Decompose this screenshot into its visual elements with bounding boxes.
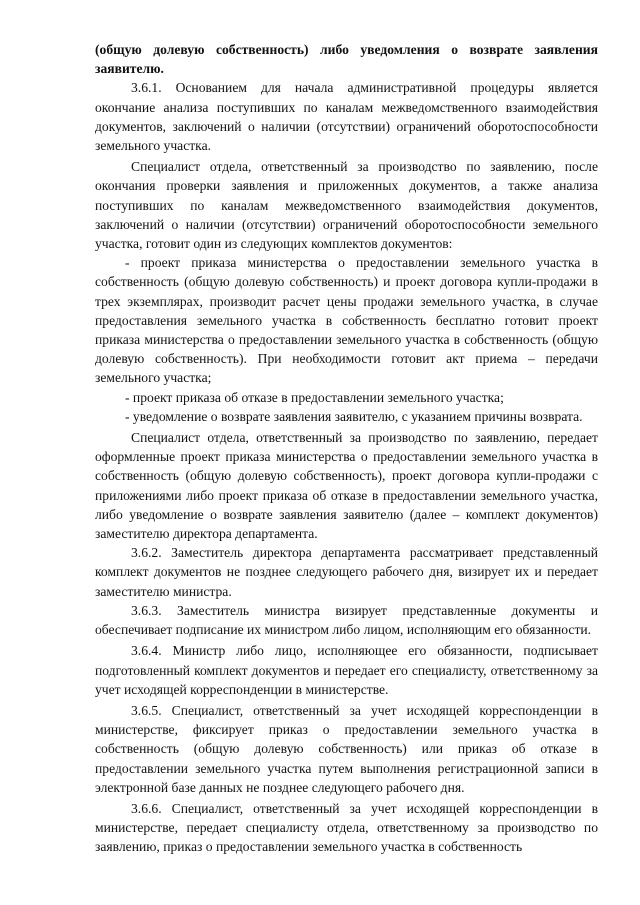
paragraph-specialist-prepares: Специалист отдела, ответственный за производство по заявлению, после окончания проверки заявления и приложенных документов, а также анализа поступивших по каналам межведомственного взаимодействия документов, заключений о наличии (отсутствии) ограничений оборотоспособности земельного участка, готовит один из следующих комплектов документов:: [95, 159, 598, 252]
paragraph-3-6-4: 3.6.4. Министр либо лицо, исполняющее его обязанности, подписывает подготовленный комплект документов и передает его специалисту, ответственному за учет исходящей корреспонденции в министерстве.: [95, 643, 598, 697]
paragraph-specialist-transfers: Специалист отдела, ответственный за производство по заявлению, передает оформленные проект приказа министерства о предоставлении земельного участка в собственность (общую долевую собственность), проект договора купли-продажи с приложениями либо проект приказа об отказе в предоставлении земельного участка, либо уведомление о возврате заявления заявителю (далее – комплект документов) заместителю директора департамента.: [95, 430, 598, 542]
list-item-draft-order-refusal: - проект приказа об отказе в предоставлении земельного участка;: [125, 389, 504, 405]
list-item-return-notice: - уведомление о возврате заявления заявителю, с указанием причины возврата.: [125, 408, 583, 424]
paragraph-3-6-6: 3.6.6. Специалист, ответственный за учет исходящей корреспонденции в министерстве, передает специалисту отдела, ответственному за производство по заявлению, приказ о предоставлении земельного участка в собственность: [95, 800, 598, 855]
paragraph-3-6-1: 3.6.1. Основанием для начала административной процедуры является окончание анализа поступивших по каналам межведомственного взаимодействия документов, заключений о наличии (отсутствии) ограничений оборотоспособности земельного участка.: [95, 80, 598, 154]
list-item-draft-order-grant: - проект приказа министерства о предоставлении земельного участка в собственность (общую долевую собственность) и проект договора купли-продажи в трех экземплярах, производит расчет цены продажи земельного участка, в случае предоставления земельного участка в собственность бесплатно готовит проект приказа министерства о предоставлении земельного участка в собственность (общую долевую собственность). При необходимости готовит акт приема – передачи земельного участка;: [95, 255, 598, 386]
paragraph-3-6-5: 3.6.5. Специалист, ответственный за учет исходящей корреспонденции в министерстве, фиксирует приказ о предоставлении земельного участка в собственность (общую долевую собственность) или приказ об отказе в предоставлении земельного участка путем выполнения регистрационной записи в электронной базе данных не позднее следующего рабочего дня.: [95, 702, 598, 795]
document-page: [95, 40, 598, 857]
paragraph-3-6-2: 3.6.2. Заместитель директора департамента рассматривает представленный комплект документов не позднее следующего рабочего дня, визирует их и передает заместителю министра.: [95, 545, 598, 599]
paragraph-3-6-3: 3.6.3. Заместитель министра визирует представленные документы и обеспечивает подписание их министром либо лицом, исполняющим его обязанности.: [95, 602, 598, 638]
paragraph-heading-continuation: (общую долевую собственность) либо уведомления о возврате заявления заявителю.: [95, 42, 598, 77]
